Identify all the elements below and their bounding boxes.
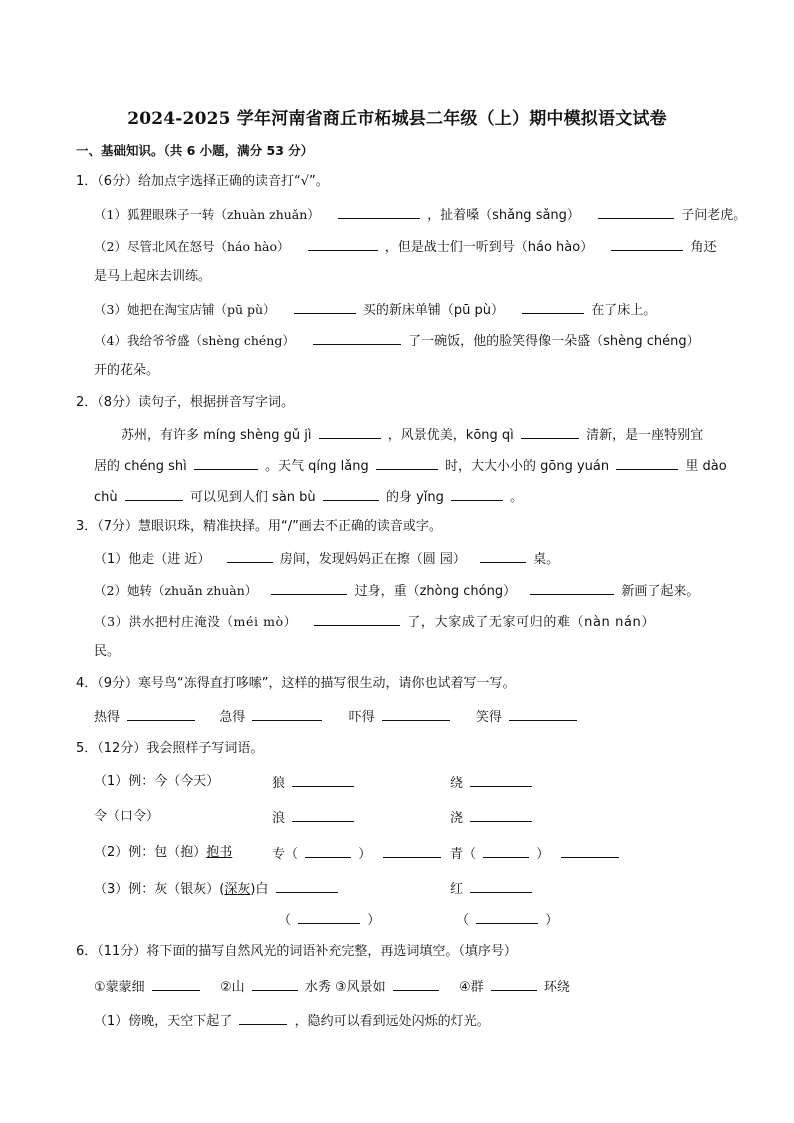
q5-ex1: （1）例：今（今天）	[94, 774, 220, 789]
answer-blank[interactable]	[483, 844, 529, 858]
q2-line-2: 居的 chéng shì 。天气 qíng lǎng 时，大大小小的 gōng yuán 里 dào	[94, 456, 727, 476]
q1-line-3: （3）她把在淘宝店铺（pū pù） 买的新床单铺（pū pù） 在了床上。	[94, 302, 657, 318]
answer-blank[interactable]	[292, 773, 354, 787]
answer-blank[interactable]	[393, 977, 439, 991]
answer-blank[interactable]	[509, 707, 577, 721]
answer-blank[interactable]	[252, 707, 322, 721]
answer-blank[interactable]	[276, 879, 338, 893]
q2-line-1: 苏州，有许多 míng shèng gǔ jì ，风景优美，kōng qì 清新，是一座特别宜	[121, 425, 703, 445]
q5-stem: 5．（12分）我会照样子写词语。	[76, 741, 264, 756]
answer-blank[interactable]	[383, 844, 441, 858]
q5-ex2: （2）例：包（抱）抱书	[94, 845, 233, 860]
q5-paren-hong: （ ）	[456, 910, 558, 930]
answer-blank[interactable]	[125, 487, 183, 501]
answer-blank[interactable]	[319, 425, 381, 439]
q5-ex1-b: 令（口令）	[94, 809, 160, 824]
q1-line-4-cont: 开的花朵。	[94, 363, 160, 378]
q5-item-jiao: 浇	[450, 808, 535, 828]
q5-ex3: （3）例：灰（银灰）(深灰)白	[94, 879, 341, 899]
q5-paren-bai: （ ）	[278, 910, 380, 930]
q6-line-1: （1）傍晚，天空下起了 ，隐约可以看到远处闪烁的灯光。	[94, 1011, 490, 1031]
answer-blank[interactable]	[480, 549, 526, 563]
answer-blank[interactable]	[382, 707, 450, 721]
q4-stem: 4．（9分）寒号鸟“冻得直打哆嗦”，这样的描写很生动，请你也试着写一写。	[76, 676, 516, 691]
q1-line-2-cont: 是马上起床去训练。	[94, 269, 212, 284]
q3-line-2: （2）她转（zhuǎn zhuàn） 过身，重（zhòng chóng） 新画了起来。	[94, 583, 700, 599]
q2-line-3: chù 可以见到人们 sàn bù 的身 yǐng 。	[94, 487, 523, 507]
q1-line-2: （2）尽管北风在怒号（háo hào） ，但是战士们一听到号（háo hào） 角还	[94, 239, 717, 255]
q3-line-3: （3）洪水把村庄淹没（méi mò） 了，大家成了无家可归的难（nàn nán）	[94, 614, 655, 630]
answer-blank[interactable]	[451, 487, 503, 501]
answer-blank[interactable]	[152, 977, 200, 991]
answer-blank[interactable]	[252, 977, 298, 991]
q1-line-4: （4）我给爷爷盛（shèng chéng） 了一碗饭，他的脸笑得像一朵盛（shèng chéng）	[94, 333, 700, 349]
answer-blank[interactable]	[611, 237, 683, 251]
answer-blank[interactable]	[561, 844, 619, 858]
answer-blank[interactable]	[491, 977, 537, 991]
q5-item-zhuan: 专（ ）	[272, 844, 444, 864]
q5-item-qing: 青（ ）	[450, 844, 622, 864]
q3-stem: 3．（7分）慧眼识珠，精准抉择。用“/”画去不正确的读音或字。	[76, 519, 442, 534]
answer-blank[interactable]	[338, 205, 420, 219]
answer-blank[interactable]	[314, 612, 400, 626]
answer-blank[interactable]	[521, 425, 579, 439]
answer-blank[interactable]	[292, 808, 354, 822]
q1-stem: 1．（6分）给加点字选择正确的读音打“√”。	[76, 174, 329, 189]
answer-blank[interactable]	[470, 808, 532, 822]
answer-blank[interactable]	[470, 773, 532, 787]
page-title: 2024-2025 学年河南省商丘市柘城县二年级（上）期中模拟语文试卷	[127, 109, 667, 129]
q5-item-hong: 红	[450, 879, 535, 899]
answer-blank[interactable]	[308, 237, 378, 251]
answer-blank[interactable]	[294, 300, 356, 314]
q5-item-lang2: 浪	[272, 808, 357, 828]
answer-blank[interactable]	[598, 205, 674, 219]
answer-blank[interactable]	[470, 879, 532, 893]
answer-blank[interactable]	[194, 456, 258, 470]
answer-blank[interactable]	[616, 456, 678, 470]
section-heading: 一、基础知识。（共 6 小题，满分 53 分）	[76, 143, 314, 158]
answer-blank[interactable]	[127, 707, 195, 721]
q5-item-rao: 绕	[450, 773, 535, 793]
q3-line-1: （1）他走（进 近） 房间，发现妈妈正在擦（圆 园） 桌。	[94, 549, 559, 569]
q6-stem: 6．（11分）将下面的描写自然风光的词语补充完整，再选词填空。（填序号）	[76, 944, 517, 959]
answer-blank[interactable]	[298, 910, 360, 924]
answer-blank[interactable]	[239, 1011, 287, 1025]
q2-stem: 2．（8分）读句子，根据拼音写字词。	[76, 395, 295, 410]
q4-row: 热得 急得 吓得 笑得	[94, 707, 580, 727]
answer-blank[interactable]	[522, 300, 584, 314]
q5-item-lang: 狼	[272, 773, 357, 793]
answer-blank[interactable]	[323, 487, 379, 501]
q1-line-1: （1）狐狸眼珠子一转（zhuàn zhuǎn） ，扯着嗓（shǎng sǎng） 子问老虎。	[94, 207, 747, 223]
q3-line-3-cont: 民。	[94, 644, 121, 659]
q6-options: ①蒙蒙细 ②山 水秀 ③风景如 ④群 环绕	[94, 977, 570, 997]
answer-blank[interactable]	[530, 581, 614, 595]
answer-blank[interactable]	[476, 910, 538, 924]
answer-blank[interactable]	[305, 844, 351, 858]
answer-blank[interactable]	[227, 549, 273, 563]
answer-blank[interactable]	[313, 331, 401, 345]
answer-blank[interactable]	[376, 456, 438, 470]
answer-blank[interactable]	[271, 581, 347, 595]
